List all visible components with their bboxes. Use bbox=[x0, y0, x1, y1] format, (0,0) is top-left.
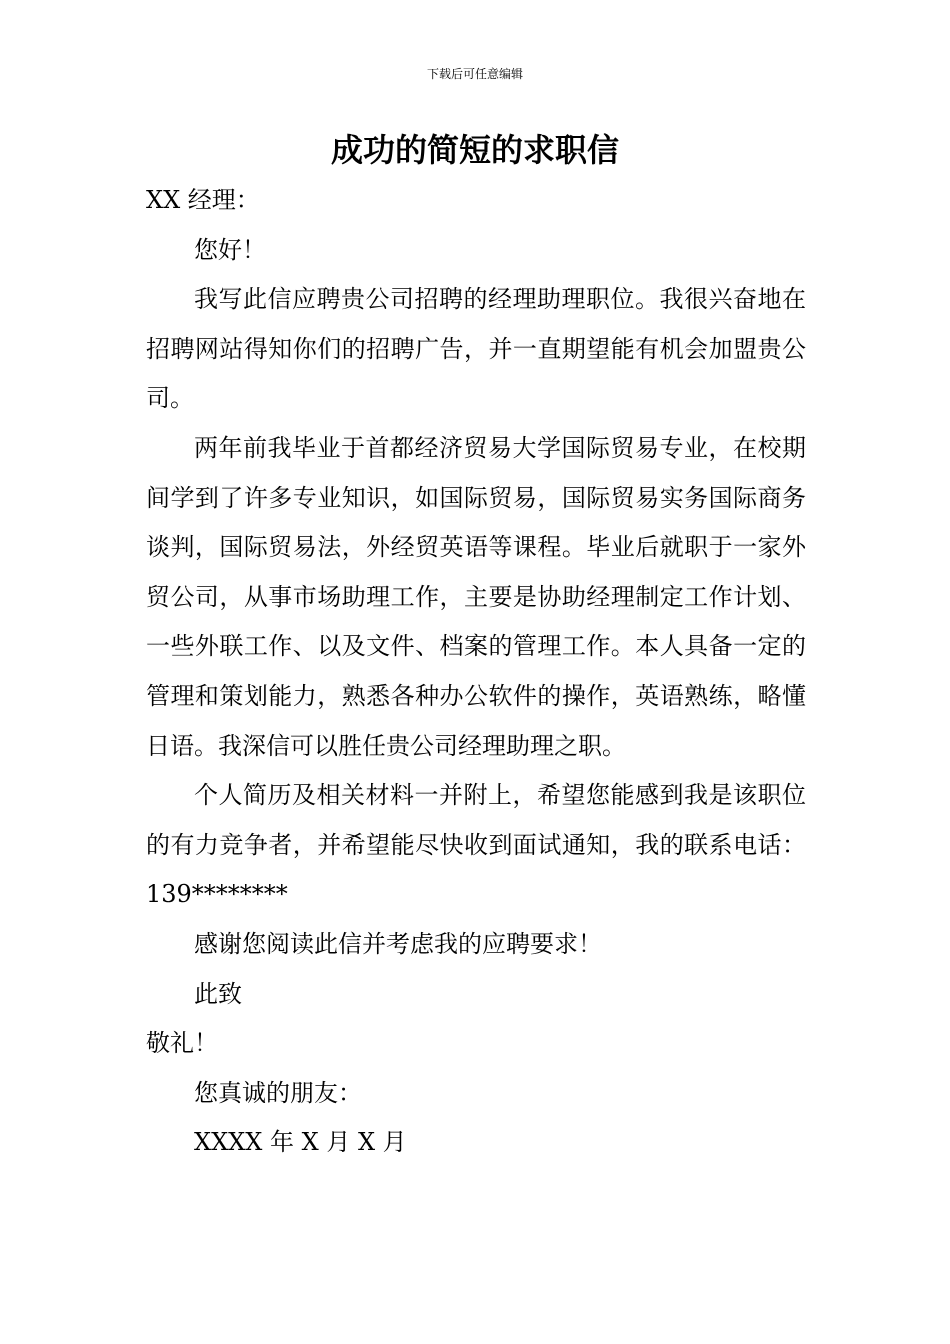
signature-line: 您真诚的朋友： bbox=[194, 1078, 362, 1107]
paragraph-contact: 个人简历及相关材料一并附上，希望您能感到我是该职位的有力竞争者，并希望能尽快收到面试通知，我的联系电话：139******** bbox=[146, 781, 806, 909]
date-line: XXXX 年 X 月 X 月 bbox=[194, 1128, 407, 1157]
paragraph-intro: 我写此信应聘贵公司招聘的经理助理职位。我很兴奋地在招聘网站得知你们的招聘广告，并一直期望能有机会加盟贵公司。 bbox=[146, 285, 806, 413]
greeting: 您好！ bbox=[194, 235, 266, 264]
header-note: 下载后可任意编辑 bbox=[426, 67, 523, 81]
thanks-line: 感谢您阅读此信并考虑我的应聘要求！ bbox=[194, 929, 602, 958]
addressee: XX 经理： bbox=[146, 186, 260, 214]
document-title: 成功的简短的求职信 bbox=[330, 131, 619, 169]
closing-line-1: 此致 bbox=[194, 979, 242, 1008]
closing-line-2: 敬礼！ bbox=[146, 1029, 218, 1058]
paragraph-background: 两年前我毕业于首都经济贸易大学国际贸易专业，在校期间学到了许多专业知识，如国际贸易，国际贸易实务国际商务谈判，国际贸易法，外经贸英语等课程。毕业后就职于一家外贸公司，从事市场助理工作，主要是协助经理制定工作计划、一些外联工作、以及文件、档案的管理工作。本人具备一定的管理和策划能力，熟悉各种办公软件的操作，英语熟练，略懂日语。我深信可以胜任贵公司经理助理之职。 bbox=[146, 433, 806, 760]
letter-body bbox=[146, 176, 806, 1168]
